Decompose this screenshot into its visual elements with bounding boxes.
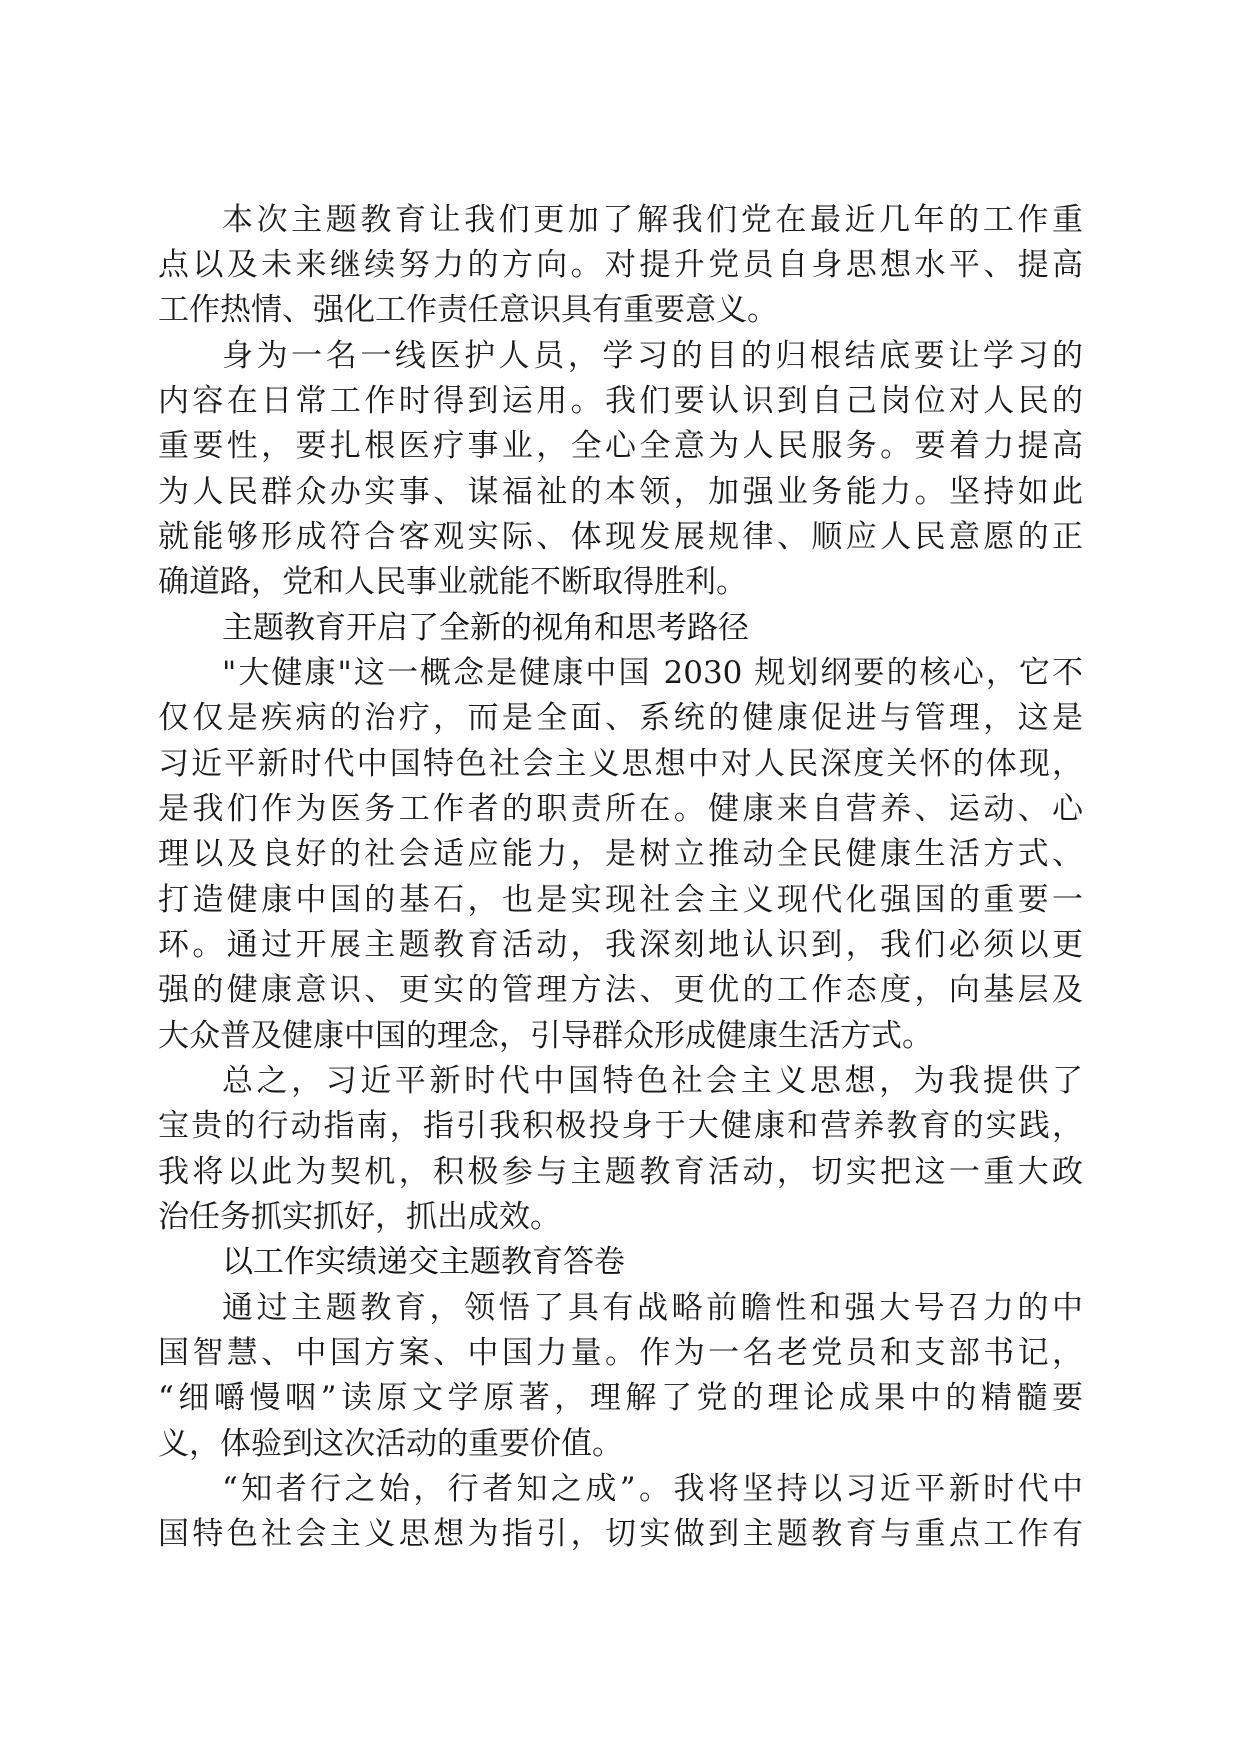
paragraph-line: 强的健康意识、更实的管理方法、更优的工作态度，向基层及 — [158, 972, 1083, 1008]
paragraph-line: 就能够形成符合客观实际、体现发展规律、顺应人民意愿的正 — [158, 519, 1083, 555]
paragraph-line: 宝贵的行动指南，指引我积极投身于大健康和营养教育的实践， — [158, 1108, 1083, 1144]
section-heading: 以工作实绩递交主题教育答卷 — [222, 1244, 625, 1280]
paragraph-line: 点以及未来继续努力的方向。对提升党员自身思想水平、提高 — [158, 247, 1083, 283]
paragraph-line: 重要性，要扎根医疗事业，全心全意为人民服务。要着力提高 — [158, 428, 1083, 464]
paragraph-line: 仅仅是疾病的治疗，而是全面、系统的健康促进与管理，这是 — [158, 700, 1083, 736]
paragraph-line: 总之，习近平新时代中国特色社会主义思想，为我提供了 — [222, 1063, 1083, 1099]
paragraph-line: 大众普及健康中国的理念，引导群众形成健康生活方式。 — [158, 1018, 933, 1054]
paragraph-line: 我将以此为契机，积极参与主题教育活动，切实把这一重大政 — [158, 1154, 1083, 1190]
paragraph-line: 工作热情、强化工作责任意识具有重要意义。 — [158, 292, 778, 328]
paragraph-line: 习近平新时代中国特色社会主义思想中对人民深度关怀的体现， — [158, 746, 1083, 782]
paragraph-line: “知者行之始，行者知之成”。我将坚持以习近平新时代中 — [222, 1471, 1083, 1507]
paragraph-line: 为人民群众办实事、谋福祉的本领，加强业务能力。坚持如此 — [158, 474, 1083, 510]
paragraph-line: 打造健康中国的基石，也是实现社会主义现代化强国的重要一 — [158, 882, 1083, 918]
paragraph-line: 环。通过开展主题教育活动，我深刻地认识到，我们必须以更 — [158, 927, 1083, 963]
paragraph-line: 国智慧、中国方案、中国力量。作为一名老党员和支部书记， — [158, 1335, 1083, 1371]
paragraph-line: 是我们作为医务工作者的职责所在。健康来自营养、运动、心 — [158, 791, 1083, 827]
paragraph-line: 理以及良好的社会适应能力，是树立推动全民健康生活方式、 — [158, 836, 1083, 872]
section-heading: 主题教育开启了全新的视角和思考路径 — [222, 610, 749, 646]
paragraph-line: 身为一名一线医护人员，学习的目的归根结底要让学习的 — [222, 338, 1083, 374]
paragraph-line: 国特色社会主义思想为指引，切实做到主题教育与重点工作有 — [158, 1516, 1083, 1552]
paragraph-line: 通过主题教育，领悟了具有战略前瞻性和强大号召力的中 — [222, 1290, 1083, 1326]
paragraph-line: 义，体验到这次活动的重要价值。 — [158, 1426, 623, 1462]
paragraph-line: “细嚼慢咽”读原文学原著，理解了党的理论成果中的精髓要 — [158, 1380, 1083, 1416]
paragraph-line: 内容在日常工作时得到运用。我们要认识到自己岗位对人民的 — [158, 383, 1083, 419]
paragraph-line: "大健康"这一概念是健康中国 2030 规划纲要的核心，它不 — [222, 655, 1083, 691]
paragraph-line: 本次主题教育让我们更加了解我们党在最近几年的工作重 — [222, 202, 1083, 238]
paragraph-line: 确道路，党和人民事业就能不断取得胜利。 — [158, 564, 747, 600]
paragraph-line: 治任务抓实抓好，抓出成效。 — [158, 1199, 561, 1235]
